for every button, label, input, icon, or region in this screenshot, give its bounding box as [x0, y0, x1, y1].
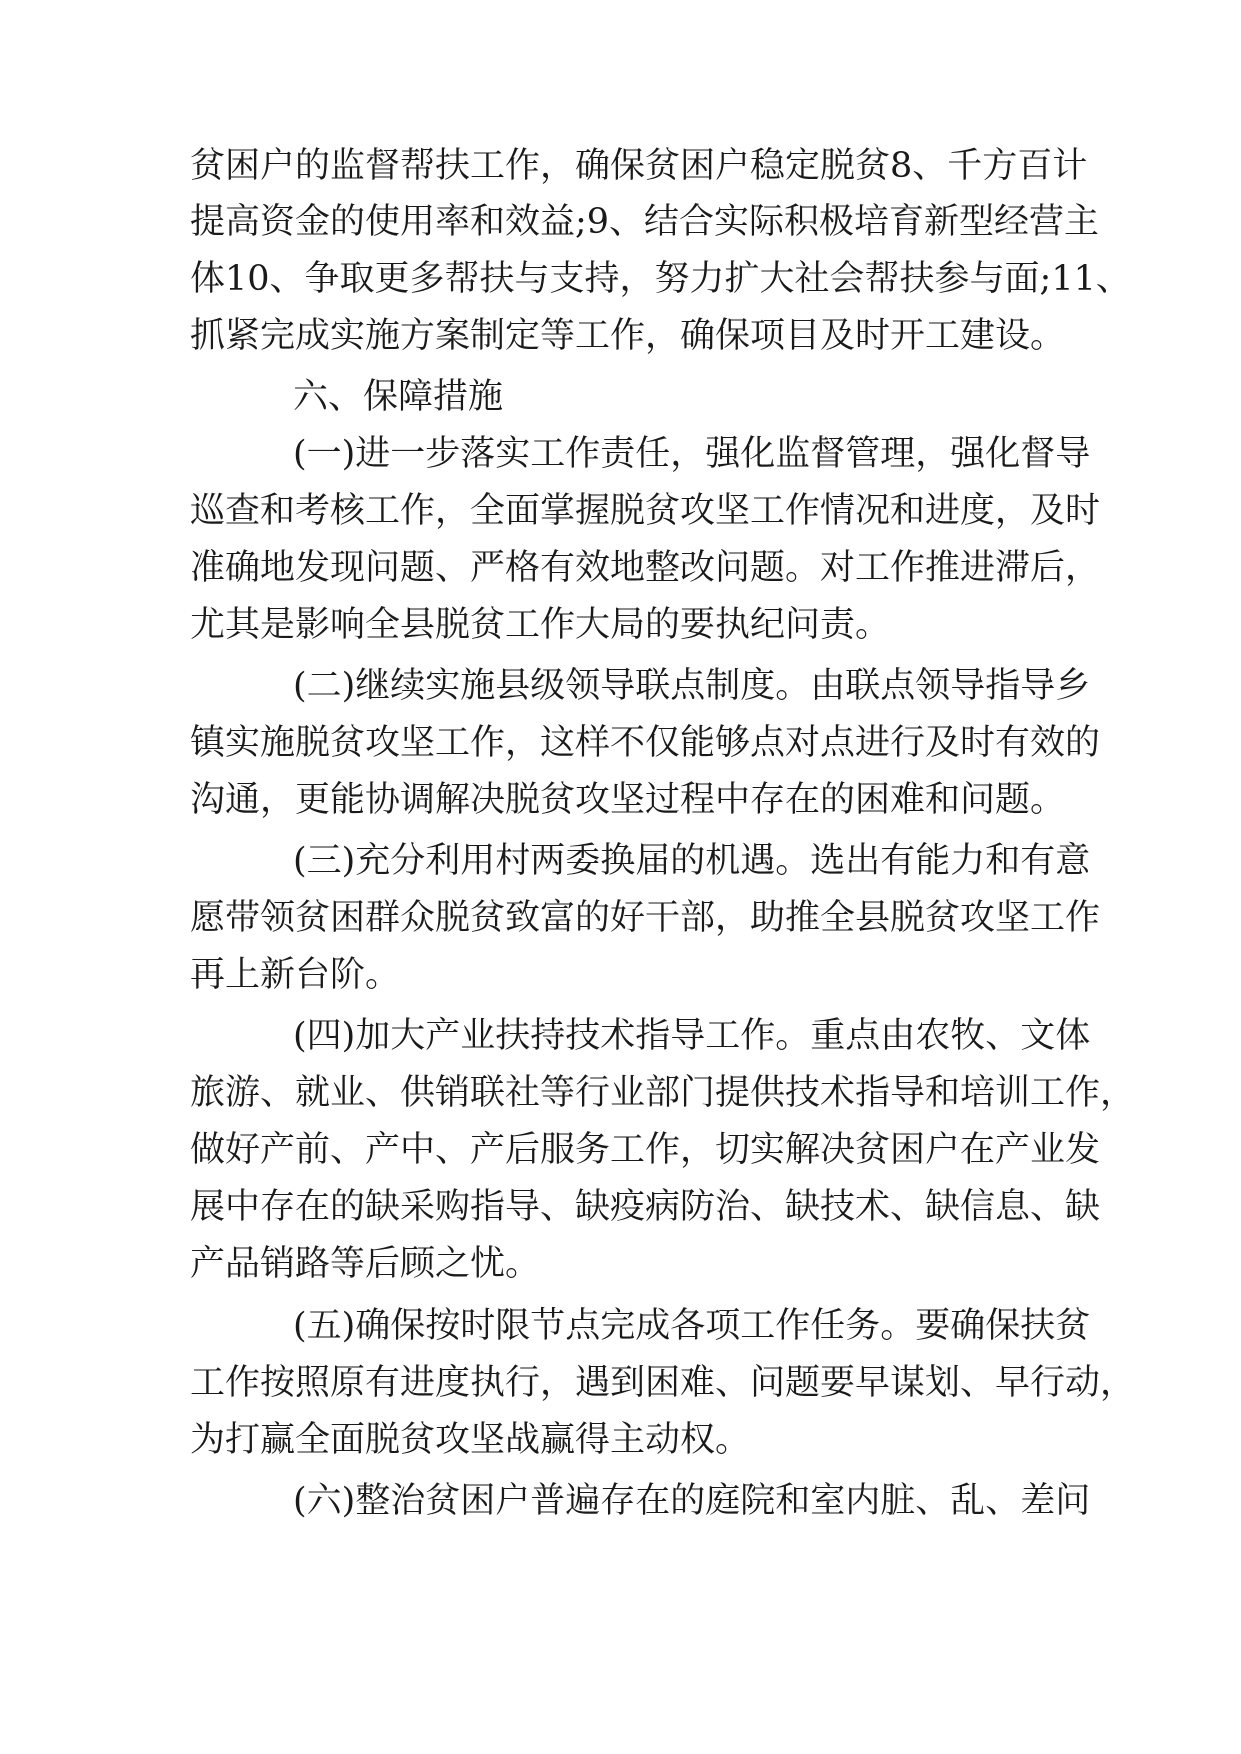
- text-line: 展中存在的缺采购指导、缺疫病防治、缺技术、缺信息、缺: [190, 1187, 1101, 1227]
- text-line: 巡查和考核工作，全面掌握脱贫攻坚工作情况和进度，及时: [190, 491, 1101, 531]
- text-line: 贫困户的监督帮扶工作，确保贫困户稳定脱贫8、千方百计: [190, 146, 1088, 186]
- paragraph-first-line: (二)继续实施县级领导联点制度。由联点领导指导乡: [293, 666, 1091, 706]
- text-line: 准确地发现问题、严格有效地整改问题。对工作推进滞后，: [190, 548, 1101, 588]
- text-line: 工作按照原有进度执行，遇到困难、问题要早谋划、早行动，: [190, 1363, 1136, 1403]
- text-line: 产品销路等后顾之忧。: [190, 1244, 541, 1284]
- paragraph-first-line: (六)整治贫困户普遍存在的庭院和室内脏、乱、差问: [293, 1481, 1091, 1521]
- text-line: 做好产前、产中、产后服务工作，切实解决贫困户在产业发: [190, 1130, 1101, 1170]
- paragraph-first-line: (五)确保按时限节点完成各项工作任务。要确保扶贫: [293, 1306, 1091, 1346]
- text-line: 尤其是影响全县脱贫工作大局的要执纪问责。: [190, 605, 891, 645]
- text-line: 抓紧完成实施方案制定等工作，确保项目及时开工建设。: [190, 316, 1066, 356]
- paragraph-first-line: (四)加大产业扶持技术指导工作。重点由农牧、文体: [293, 1016, 1091, 1056]
- text-line: 为打赢全面脱贫攻坚战赢得主动权。: [190, 1420, 751, 1460]
- text-line: 再上新台阶。: [190, 955, 401, 995]
- paragraph-first-line: (三)充分利用村两委换届的机遇。选出有能力和有意: [293, 841, 1091, 881]
- paragraph-first-line: (一)进一步落实工作责任，强化监督管理，强化督导: [293, 434, 1091, 474]
- text-line: 体10、争取更多帮扶与支持，努力扩大社会帮扶参与面;11、: [190, 259, 1131, 299]
- text-line: 提高资金的使用率和效益;9、结合实际积极培育新型经营主: [190, 202, 1100, 242]
- text-line: 旅游、就业、供销联社等行业部门提供技术指导和培训工作，: [190, 1073, 1136, 1113]
- text-line: 镇实施脱贫攻坚工作，这样不仅能够点对点进行及时有效的: [190, 723, 1101, 763]
- text-line: 愿带领贫困群众脱贫致富的好干部，助推全县脱贫攻坚工作: [190, 898, 1101, 938]
- section-heading: 六、保障措施: [293, 377, 504, 417]
- text-line: 沟通，更能协调解决脱贫攻坚过程中存在的困难和问题。: [190, 780, 1066, 820]
